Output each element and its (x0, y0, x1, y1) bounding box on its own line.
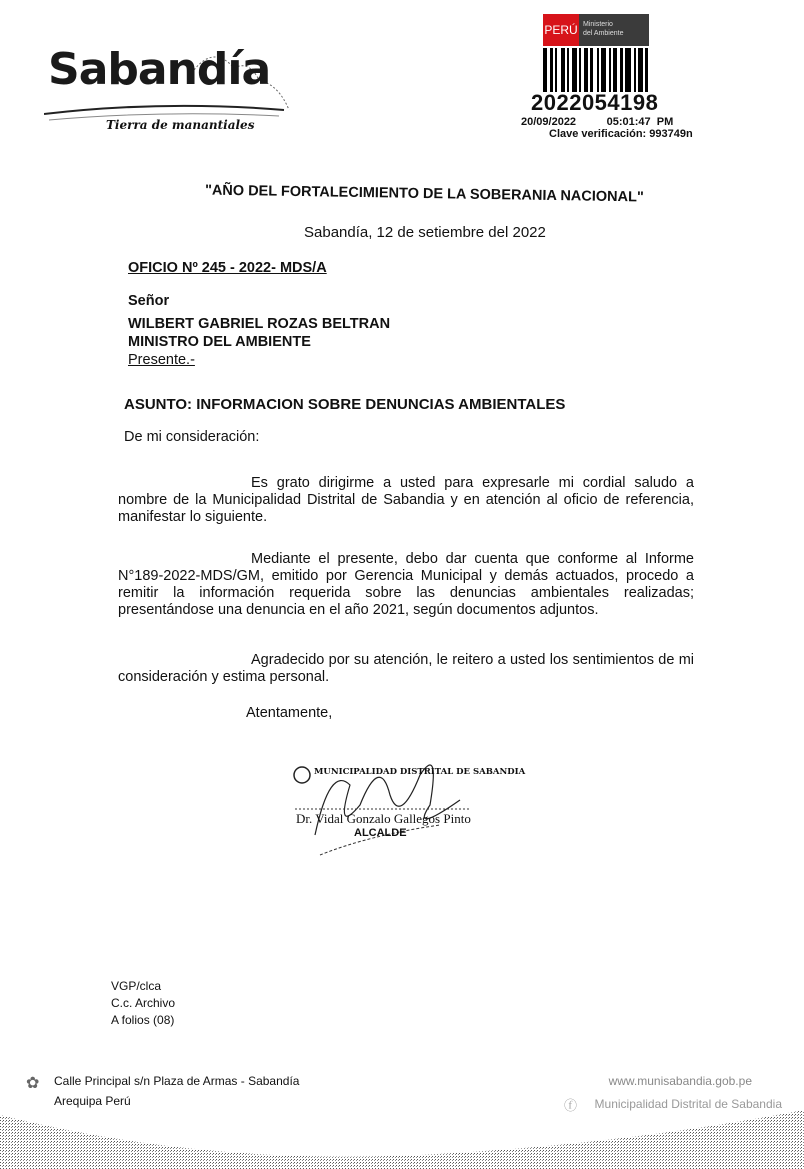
closing: Atentamente, (246, 705, 333, 721)
greeting: De mi consideración: (124, 429, 260, 445)
signature-block (290, 745, 526, 860)
stamp-time: 05:01:47 PM (606, 116, 674, 128)
peru-label: PERÚ (543, 14, 579, 46)
year-motto: "AÑO DEL FORTALECIMIENTO DE LA SOBERANIA NACIONAL" (204, 182, 644, 206)
address-line-1: Calle Principal s/n Plaza de Armas - Sabandía (54, 1074, 300, 1088)
ministry-label (579, 14, 649, 46)
salutation: Señor (128, 293, 170, 309)
place-date: Sabandía, 12 de setiembre del 2022 (304, 224, 546, 241)
signer-name: Dr. Vidal Gonzalo Gallegos Pinto (296, 811, 471, 826)
registry-number: 2022054198 (531, 90, 659, 115)
stamp-datetime (521, 116, 713, 128)
seal-text: MUNICIPALIDAD DISTRITAL DE SABANDIA (314, 767, 526, 777)
paragraph-2: Mediante el presente, debo dar cuenta que conforme al Informe N°189-2022-MDS/GM, emitido por Gerencia Municipal y demás actuados, procedo a remitir la información requerida sobre las denuncias ambientales realizadas; presentándose una denuncia en el año 2021, según documentos adjuntos. (118, 551, 694, 618)
reference-number: OFICIO Nº 245 - 2022- MDS/A (128, 260, 327, 276)
folios: A folios (08) (111, 1013, 175, 1027)
presente: Presente.- (128, 352, 195, 368)
recipient-name: WILBERT GABRIEL ROZAS BELTRAN (128, 316, 391, 332)
logo-tagline: Tierra de manantiales (106, 118, 255, 132)
receipt-stamp (521, 14, 713, 140)
subject: ASUNTO: INFORMACION SOBRE DENUNCIAS AMBIENTALES (124, 396, 566, 413)
paragraph-1: Es grato dirigirme a usted para expresarle mi cordial saludo a nombre de la Municipalidad Distrital de Sabandia y en atención al oficio de referencia, manifestar lo siguiente. (118, 475, 694, 525)
logo-wordmark: Sabandía (48, 44, 271, 95)
website-link[interactable]: www.munisabandia.gob.pe (608, 1074, 752, 1088)
address-line-2: Arequipa Perú (54, 1094, 131, 1108)
location-pin-icon: ✿ (26, 1075, 40, 1092)
stamp-date: 20/09/2022 (521, 116, 577, 128)
municipality-logo (44, 40, 294, 140)
paragraph-3: Agradecido por su atención, le reitero a usted los sentimientos de mi consideración y estima personal. (118, 652, 694, 685)
ministry-badge (543, 14, 649, 46)
facebook-page[interactable]: Municipalidad Distrital de Sabandia (594, 1097, 782, 1111)
ministry-line-2: del Ambiente (583, 30, 624, 37)
facebook-icon: ⓕ (564, 1098, 578, 1113)
carbon-copy: C.c. Archivo (111, 996, 176, 1010)
verification-key: Clave verificación: 993749n (549, 128, 693, 140)
footer-wave-decoration (0, 1105, 804, 1169)
signer-title: ALCALDE (354, 827, 407, 839)
recipient-title: MINISTRO DEL AMBIENTE (128, 334, 311, 350)
handwritten-signature-icon (290, 745, 490, 860)
initials: VGP/clca (111, 979, 162, 993)
ministry-line-1: Ministerio (583, 21, 613, 28)
barcode (543, 48, 659, 92)
